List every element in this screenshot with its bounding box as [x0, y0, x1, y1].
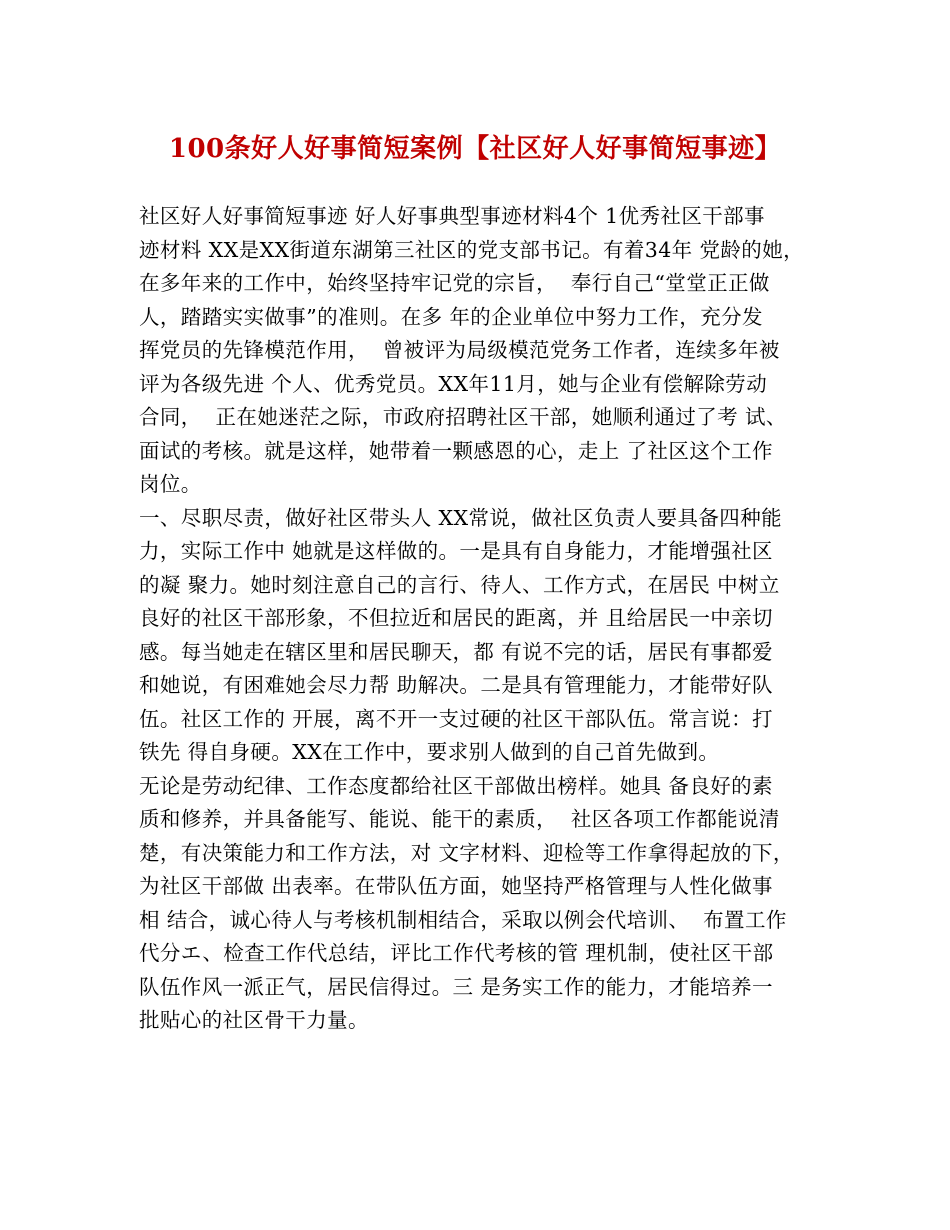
- body-text-line: 良好的社区干部形象，不但拉近和居民的距离，并 且给居民一中亲切: [139, 606, 773, 630]
- document-body: [139, 200, 829, 1038]
- body-text-line: 在多年来的工作中，始终坚持牢记党的宗旨， 奉行自己“堂堂正正做: [139, 271, 770, 295]
- body-text-line: 队伍作风一派正气，居民信得过。三 是务实工作的能力，才能培养一: [139, 974, 773, 999]
- body-text-line: 面试的考核。就是这样，她带着一颗感恩的心，走上 了社区这个工作: [139, 438, 773, 463]
- body-text-line: 感。每当她走在辖区里和居民聊天，都 有说不完的话，居民有事都爱: [139, 639, 773, 664]
- body-text-line: 铁先 得自身硬。XX在工作中，要求别人做到的自己首先做到。: [139, 740, 720, 764]
- body-text-line: 质和修养，并具备能写、能说、能干的素质， 社区各项工作都能说清: [139, 807, 780, 831]
- body-text-line: 一、尽职尽责，做好社区带头人 XX常说，做社区负责人要具备四种能: [139, 505, 783, 530]
- body-text-line: 伍。社区工作的 开展，离不开一支过硬的社区干部队伍。常言说：打: [139, 706, 773, 731]
- body-text-line: 社区好人好事简短事迹 好人好事典型事迹材料4个 1优秀社区干部事: [139, 204, 765, 228]
- body-text-line: 合同， 正在她迷茫之际，市政府招聘社区干部，她顺利通过了考 试、: [139, 405, 787, 429]
- body-text-line: 人，踏踏实实做事”的准则。在多 年的企业单位中努力工作，充分发: [139, 304, 763, 329]
- body-text-line: 岗位。: [139, 472, 202, 496]
- body-text-line: 和她说，有困难她会尽力帮 助解决。二是具有管理能力，才能带好队: [139, 673, 773, 697]
- body-text-line: 无论是劳动纪律、工作态度都给社区干部做出榜样。她具 备良好的素: [139, 773, 773, 798]
- body-text-line: 挥党员的先锋模范作用， 曾被评为局级模范党务工作者，连续多年被: [139, 338, 780, 362]
- document-title: 100条好人好事简短案例【社区好人好事简短事迹】: [168, 134, 782, 164]
- body-text-line: 代分エ、检查工作代总结，评比工作代考核的管 理机制，使社区干部: [139, 941, 774, 965]
- body-text-line: 为社区干部做 出表率。在带队伍方面，她坚持严格管理与人性化做事: [139, 874, 773, 898]
- body-text-line: 力，实际工作中 她就是这样做的。一是具有自身能力，才能增强社区: [139, 539, 773, 563]
- body-text-line: 批贴心的社区骨干力量。: [139, 1008, 369, 1032]
- body-text-line: 评为各级先进 个人、优秀党员。XX年11月，她与企业有偿解除劳动: [139, 371, 768, 396]
- body-text-line: 相 结合，诚心待人与考核机制相结合，采取以例会代培训、 布置工作: [139, 907, 787, 932]
- body-text-line: 楚，有决策能力和工作方法，对 文字材料、迎检等工作拿得起放的下，: [139, 840, 794, 865]
- body-text-line: 的凝 聚力。她时刻注意自己的言行、待人、工作方式，在居民 中树立: [139, 572, 780, 597]
- body-text-line: 迹材料 XX是XX街道东湖第三社区的党支部书记。有着34年 党龄的她，: [139, 237, 804, 262]
